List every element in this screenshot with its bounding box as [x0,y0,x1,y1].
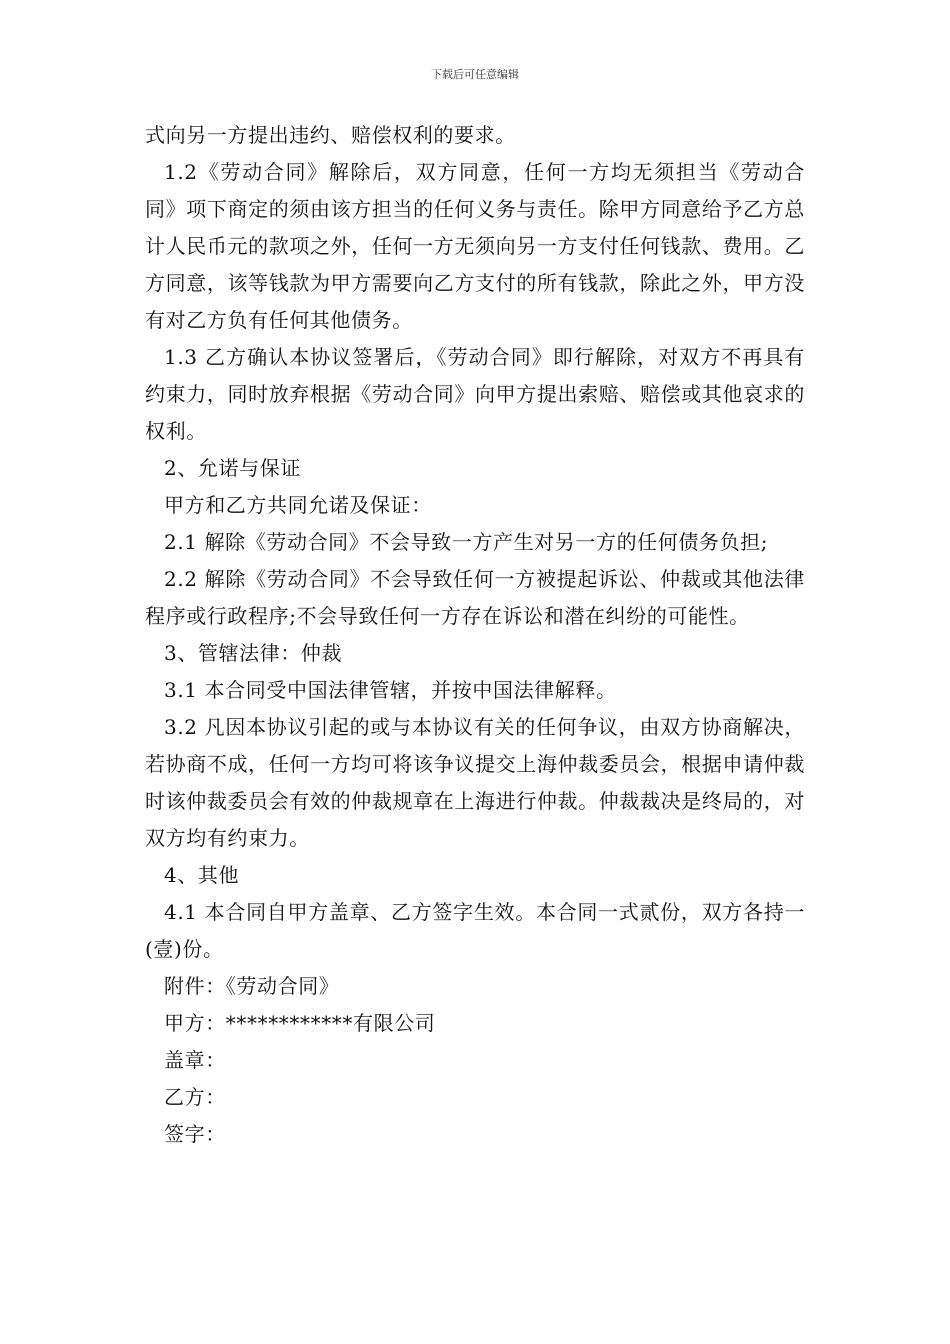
seal-line: 盖章： [164,1048,226,1072]
section-heading-2: 2、允诺与保证 [164,456,301,480]
signature-line: 签字： [164,1122,226,1146]
section-heading-4: 4、其他 [164,863,240,887]
clause-3-1: 3.1 本合同受中国法律管辖，并按中国法律解释。 [164,678,617,702]
paragraph-continuation: 式向另一方提出违约、赔偿权利的要求。 [145,123,516,147]
section-heading-3: 3、管辖法律：仲裁 [164,641,343,665]
clause-3-2: 3.2 凡因本协议引起的或与本协议有关的任何争议，由双方协商解决，若协商不成，任何一方均可将该争议提交上海仲裁委员会，根据申请仲裁时该仲裁委员会有效的仲裁规章在上海进行仲裁。仲裁裁决是终局的，对双方均有约束力。 [145,715,805,850]
attachment-line: 附件：《劳动合同》 [164,974,340,998]
party-b-line: 乙方： [164,1085,226,1109]
document-body [145,117,805,1153]
clause-2-1: 2.1 解除《劳动合同》不会导致一方产生对另一方的任何债务负担; [164,530,769,554]
party-a-line: 甲方：************有限公司 [164,1011,436,1035]
clause-4-1: 4.1 本合同自甲方盖章、乙方签字生效。本合同一式贰份，双方各持一(壹)份。 [145,900,805,961]
page-header: 下载后可任意编辑 [431,68,519,81]
clause-1-3: 1.3 乙方确认本协议签署后，《劳动合同》即行解除，对双方不再具有约束力，同时放弃根据《劳动合同》向甲方提出索赔、赔偿或其他哀求的权利。 [145,345,805,443]
clause-1-2: 1.2《劳动合同》解除后，双方同意，任何一方均无须担当《劳动合同》项下商定的须由该方担当的任何义务与责任。除甲方同意给予乙方总计人民币元的款项之外，任何一方无须向另一方支付任何钱款、费用。乙方同意，该等钱款为甲方需要向乙方支付的所有钱款，除此之外，甲方没有对乙方负有任何其他债务。 [145,160,805,332]
section-2-intro: 甲方和乙方共同允诺及保证： [164,493,432,517]
clause-2-2: 2.2 解除《劳动合同》不会导致任何一方被提起诉讼、仲裁或其他法律程序或行政程序;不会导致任何一方存在诉讼和潜在纠纷的可能性。 [145,567,805,628]
